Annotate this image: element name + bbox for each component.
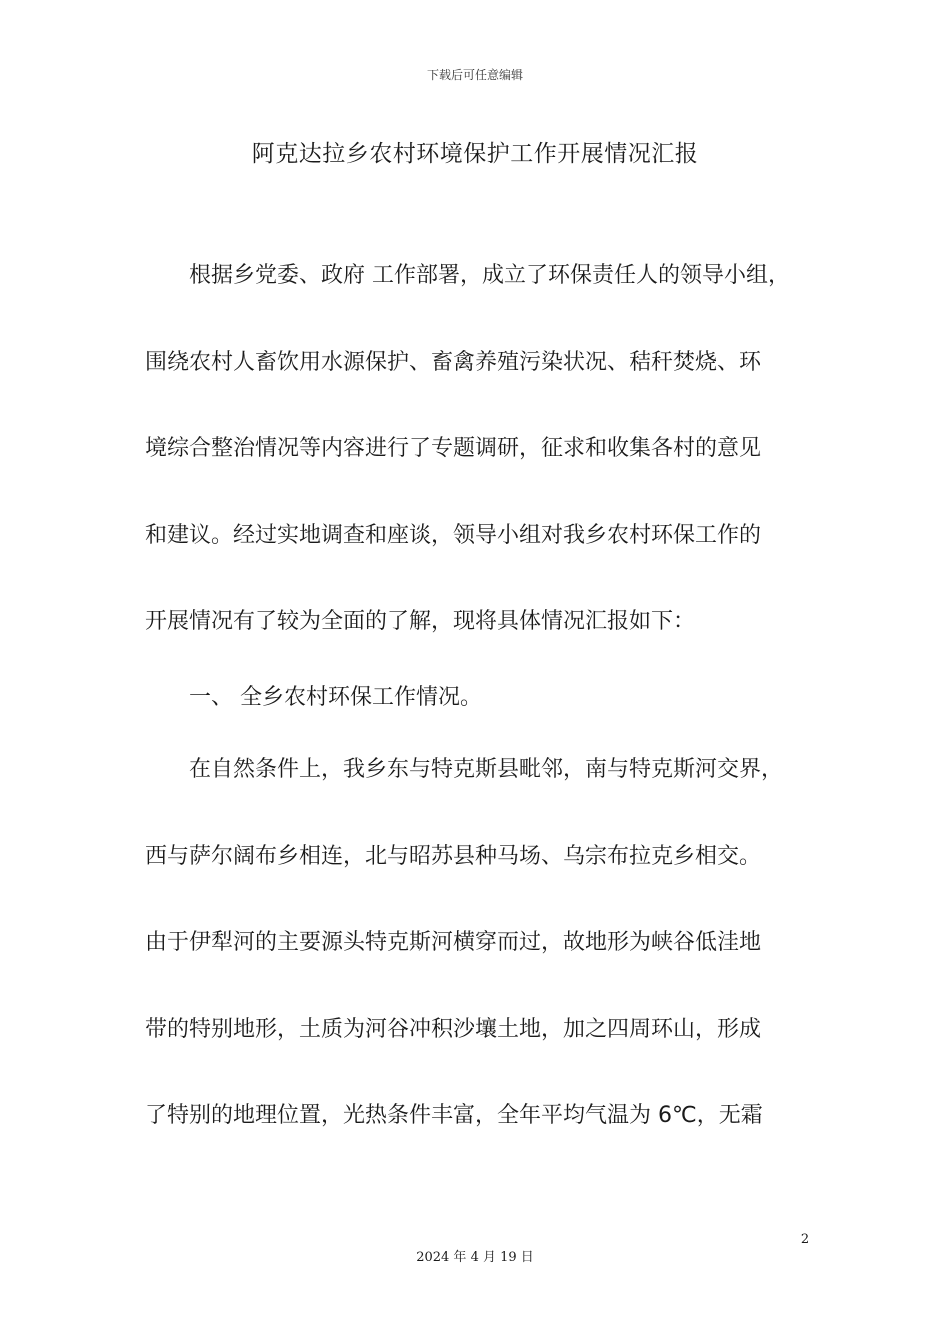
document-title: 阿克达拉乡农村环境保护工作开展情况汇报 [251, 141, 699, 167]
body-line: 带的特别地形，土质为河谷冲积沙壤土地，加之四周环山，形成 [145, 1017, 762, 1042]
footer-date: 2024 年 4 月 19 日 [416, 1250, 534, 1265]
body-line: 在自然条件上，我乡东与特克斯县毗邻，南与特克斯河交界， [145, 757, 784, 782]
body-line: 了特别的地理位置，光热条件丰富，全年平均气温为 6℃，无霜 [145, 1103, 763, 1128]
header-note: 下载后可任意编辑 [426, 68, 523, 82]
section-heading: 一、 全乡农村环保工作情况。 [145, 685, 482, 710]
body-line: 围绕农村人畜饮用水源保护、畜禽养殖污染状况、秸秆焚烧、环 [145, 350, 762, 375]
body-line: 西与萨尔阔布乡相连，北与昭苏县种马场、乌宗布拉克乡相交。 [145, 844, 762, 869]
body-line: 根据乡党委、政府 工作部署，成立了环保责任人的领导小组， [145, 263, 790, 288]
body-line: 由于伊犁河的主要源头特克斯河横穿而过，故地形为峡谷低洼地 [145, 930, 762, 955]
page-number: 2 [800, 1232, 810, 1247]
body-line: 境综合整治情况等内容进行了专题调研，征求和收集各村的意见 [145, 436, 762, 461]
body-line: 开展情况有了较为全面的了解，现将具体情况汇报如下： [145, 609, 696, 634]
body-line: 和建议。经过实地调查和座谈，领导小组对我乡农村环保工作的 [145, 523, 762, 548]
